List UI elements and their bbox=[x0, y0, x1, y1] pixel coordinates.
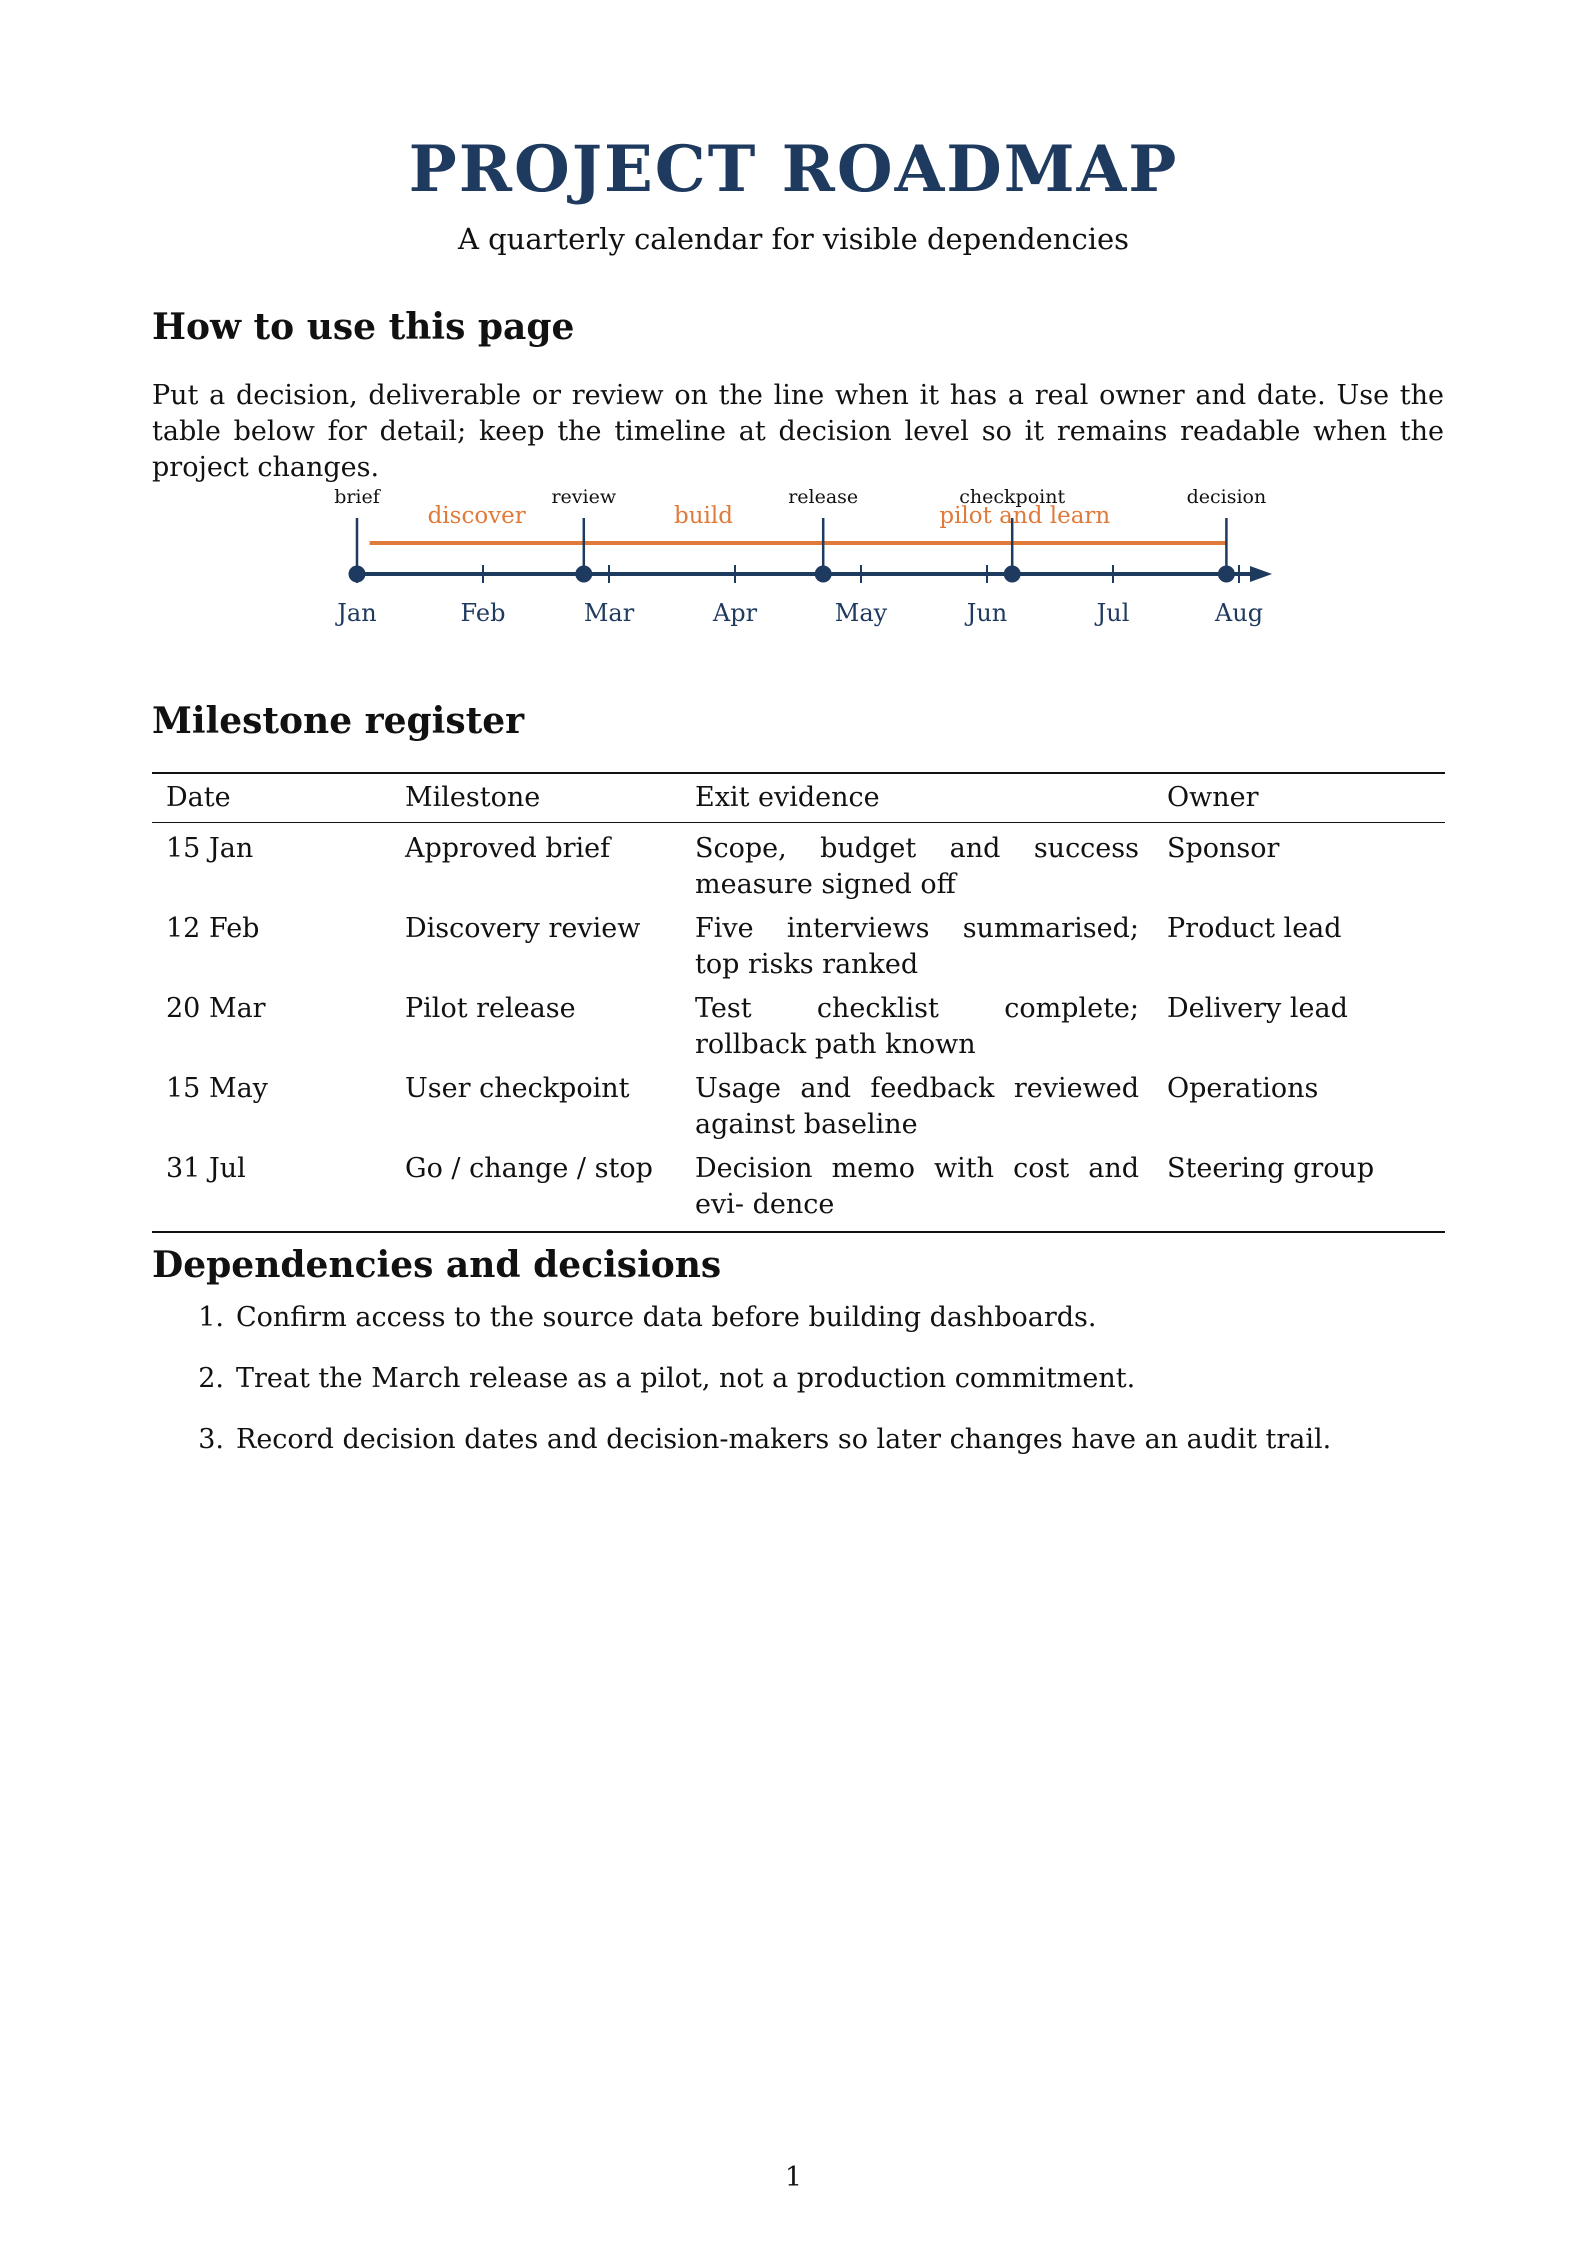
table-row bbox=[152, 1147, 1445, 1232]
month-label: Jan bbox=[337, 599, 377, 627]
milestone-dot bbox=[575, 566, 592, 583]
milestone-label: checkpoint bbox=[959, 486, 1066, 508]
cell-date: 15 May bbox=[166, 1073, 268, 1104]
roadmap-timeline bbox=[320, 478, 1280, 648]
cell-milestone: User checkpoint bbox=[405, 1073, 630, 1104]
cell-date: 15 Jan bbox=[166, 833, 254, 864]
column-header-owner: Owner bbox=[1153, 773, 1445, 823]
milestone-dot bbox=[349, 566, 366, 583]
phase-label: pilot and learn bbox=[939, 503, 1111, 529]
milestone-dot bbox=[1004, 566, 1021, 583]
milestone-label: review bbox=[551, 486, 617, 508]
list-item bbox=[152, 1300, 1331, 1336]
cell-owner: Delivery lead bbox=[1167, 993, 1348, 1024]
intro-paragraph: Put a decision, deliverable or review on the line when it has a real owner and date. Use the table below for detail; keep the timeline at decision level so it remains readable when the project changes. bbox=[152, 380, 1444, 483]
page-title: PROJECT ROADMAP bbox=[408, 132, 1179, 207]
list-item-text: Confirm access to the source data before building dashboards. bbox=[236, 1302, 1097, 1333]
cell-evidence: Test checklist complete; rollback path known bbox=[695, 993, 1139, 1060]
milestone-label: decision bbox=[1186, 486, 1267, 508]
cell-milestone: Discovery review bbox=[405, 913, 641, 944]
cell-milestone: Approved brief bbox=[405, 833, 611, 864]
phase-label: build bbox=[674, 503, 733, 529]
cell-evidence: Scope, budget and success measure signed off bbox=[695, 833, 1139, 900]
milestone-dot bbox=[815, 566, 832, 583]
table-row bbox=[152, 907, 1445, 987]
page-subtitle: A quarterly calendar for visible dependencies bbox=[457, 222, 1130, 256]
month-label: Apr bbox=[712, 599, 758, 627]
cell-owner: Product lead bbox=[1167, 913, 1342, 944]
list-number: 1. bbox=[198, 1302, 224, 1333]
cell-milestone: Pilot release bbox=[405, 993, 576, 1024]
column-header-date: Date bbox=[152, 773, 391, 823]
column-header-milestone: Milestone bbox=[391, 773, 681, 823]
list-item-text: Treat the March release as a pilot, not a production commitment. bbox=[236, 1363, 1136, 1394]
milestone-label: brief bbox=[334, 486, 380, 508]
milestone-dot bbox=[1218, 566, 1235, 583]
month-label: May bbox=[834, 599, 888, 627]
list-item bbox=[152, 1361, 1331, 1397]
table-row bbox=[152, 1067, 1445, 1147]
month-label: Feb bbox=[460, 599, 506, 627]
cell-date: 31 Jul bbox=[152, 1147, 391, 1232]
phase-label: discover bbox=[427, 503, 526, 529]
list-item-text: Record decision dates and decision-makers so later changes have an audit trail. bbox=[236, 1424, 1332, 1455]
cell-milestone: Go / change / stop bbox=[391, 1147, 681, 1232]
month-label: Mar bbox=[583, 599, 635, 627]
cell-evidence: Five interviews summarised; top risks ranked bbox=[695, 913, 1139, 980]
table-row bbox=[152, 987, 1445, 1067]
dependencies-heading: Dependencies and decisions bbox=[152, 1244, 722, 1286]
table-header-row bbox=[152, 773, 1445, 823]
register-heading: Milestone register bbox=[152, 700, 525, 742]
milestone-label: release bbox=[788, 486, 859, 508]
list-number: 3. bbox=[198, 1424, 224, 1455]
month-label: Jun bbox=[966, 599, 1008, 627]
how-to-heading: How to use this page bbox=[152, 306, 575, 348]
month-label: Aug bbox=[1214, 599, 1264, 627]
column-header-evidence: Exit evidence bbox=[681, 773, 1153, 823]
list-item bbox=[152, 1422, 1331, 1458]
cell-owner: Sponsor bbox=[1167, 833, 1280, 864]
page-number: 1 bbox=[784, 2162, 803, 2193]
list-number: 2. bbox=[198, 1363, 224, 1394]
cell-evidence: Usage and feedback reviewed against baseline bbox=[695, 1073, 1139, 1140]
cell-evidence: Decision memo with cost and evi- dence bbox=[681, 1147, 1153, 1232]
milestone-register-table bbox=[152, 772, 1445, 1233]
table-row bbox=[152, 823, 1445, 908]
cell-date: 20 Mar bbox=[166, 993, 266, 1024]
timeline-arrow-icon bbox=[1250, 566, 1272, 582]
cell-owner: Operations bbox=[1167, 1073, 1319, 1104]
cell-owner: Steering group bbox=[1153, 1147, 1445, 1232]
dependencies-list bbox=[152, 1300, 1331, 1483]
cell-date: 12 Feb bbox=[166, 913, 260, 944]
month-label: Jul bbox=[1096, 599, 1130, 627]
